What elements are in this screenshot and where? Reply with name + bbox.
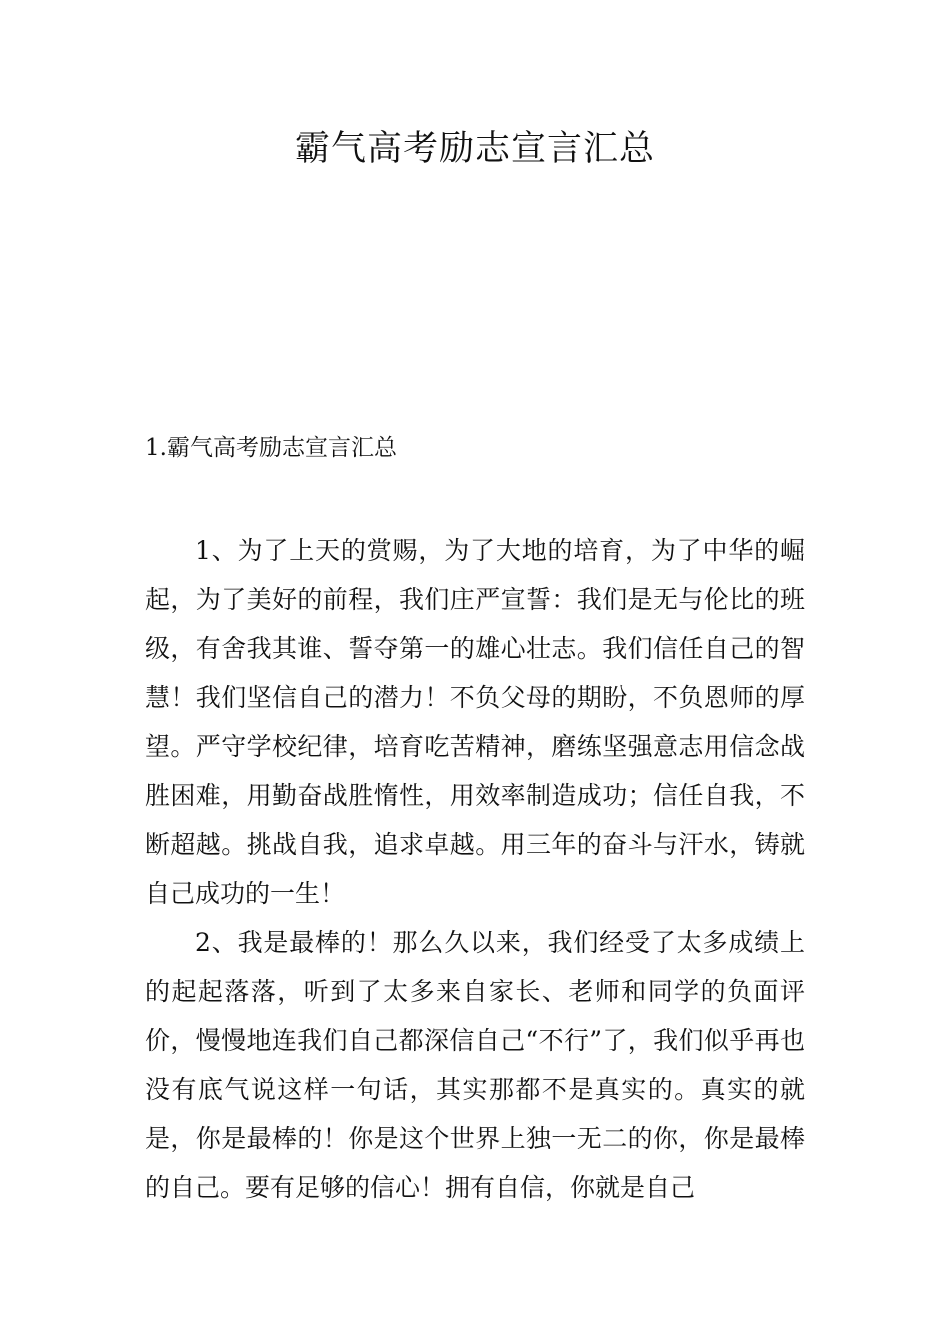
document-title: 霸气高考励志宣言汇总 bbox=[294, 129, 655, 169]
paragraph-1: 1、为了上天的赏赐，为了大地的培育，为了中华的崛起，为了美好的前程，我们庄严宣誓：我们是无与伦比的班级，有舍我其谁、誓夺第一的雄心壮志。我们信任自己的智慧！我们坚信自己的潜力！不负父母的期盼，不负恩师的厚望。严守学校纪律，培育吃苦精神，磨练坚强意志用信念战胜困难，用勤奋战胜惰性，用效率制造成功；信任自我，不断超越。挑战自我，追求卓越。用三年的奋斗与汗水，铸就自己成功的一生！ bbox=[145, 536, 805, 908]
section-heading: 1.霸气高考励志宣言汇总 bbox=[145, 435, 397, 461]
document-body bbox=[145, 526, 805, 1212]
paragraph-2: 2、我是最棒的！那么久以来，我们经受了太多成绩上的起起落落，听到了太多来自家长、老师和同学的负面评价，慢慢地连我们自己都深信自己“不行”了，我们似乎再也没有底气说这样一句话，其实那都不是真实的。真实的就是，你是最棒的！你是这个世界上独一无二的你，你是最棒的自己。要有足够的信心！拥有自信，你就是自己 bbox=[145, 928, 805, 1202]
